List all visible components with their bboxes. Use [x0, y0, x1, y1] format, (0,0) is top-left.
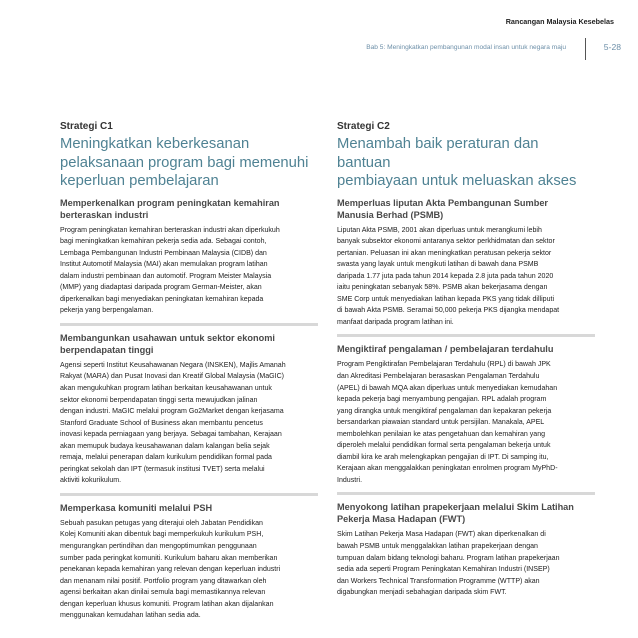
heading-line: Pekerja Masa Hadapan (FWT) — [337, 514, 466, 525]
paragraph-line: bagi meningkatkan kemahiran pekerja sedia ada. Sebagai contoh, — [60, 238, 267, 246]
paragraph-line: di bawah Akta PSMB. Seramai 50,000 pekerja PKS dijangka mendapat — [337, 307, 560, 315]
paragraph-line: Industri. — [337, 476, 363, 484]
section-heading — [337, 343, 595, 355]
section-paragraph — [337, 529, 595, 598]
heading-line: Membangunkan usahawan untuk sektor ekonomi — [60, 332, 275, 343]
paragraph-line: akan memupuk budaya keusahawanan dalam kalangan belia sejak — [60, 442, 270, 450]
section-divider — [337, 492, 595, 495]
paragraph-line: banyak subsektor ekonomi antaranya sektor perkhidmatan dan sektor — [337, 238, 555, 246]
paragraph-line: membolehkan penilaian ke atas pengetahuan dan kemahiran yang — [337, 430, 546, 438]
section — [337, 501, 595, 598]
title-line: keperluan pembelajaran — [60, 173, 219, 189]
paragraph-line: dengan industri. MaGIC melalui program Go2Market dengan kerjasama — [60, 408, 284, 416]
left-column — [60, 121, 318, 622]
strategy-label: Strategi C1 — [60, 121, 113, 132]
heading-line: Memperkenalkan program peningkatan kemahiran — [60, 197, 280, 208]
paragraph-line: digabungkan menjadi sebahagian daripada skim FWT. — [337, 589, 507, 597]
paragraph-line: bawah PSMB untuk menggalakkan latihan prapekerjaan dengan — [337, 542, 538, 550]
heading-line: berteraskan industri — [60, 209, 149, 220]
heading-line: Menyokong latihan prapekerjaan melalui Skim Latihan — [337, 502, 574, 513]
paragraph-line: iaitu peningkatan sebanyak 58%. PSMB akan bekerjasama dengan — [337, 284, 548, 292]
section-paragraph — [337, 359, 595, 486]
paragraph-line: menggunakan kemudahan latihan sedia ada. — [60, 612, 201, 620]
section-divider — [60, 323, 318, 326]
paragraph-line: sumber pada peringkat komuniti. Kurikulum baharu akan memberikan — [60, 554, 278, 562]
paragraph-line: diambil kira ke arah melengkapkan pengajian di IPT. Di samping itu, — [337, 453, 549, 461]
paragraph-line: Liputan Akta PSMB, 2001 akan diperluas untuk merangkumi lebih — [337, 226, 542, 234]
paragraph-line: Kolej Komuniti akan dibentuk bagi memperkukuh kurikulum PSH, — [60, 531, 264, 539]
paragraph-line: Lembaga Pembangunan Industri Pembinaan Malaysia (CIDB) dan — [60, 249, 267, 257]
paragraph-line: (APEL) di bawah MQA akan diperluas untuk menyediakan kemudahan — [337, 384, 558, 392]
paragraph-line: Program peningkatan kemahiran berteraskan industri akan diperkukuh — [60, 226, 280, 234]
paragraph-line: Kerajaan akan menggalakkan peningkatan enrolmen program MyPhD- — [337, 465, 558, 473]
paragraph-line: aktiviti kokurikulum. — [60, 477, 122, 485]
paragraph-line: bersandarkan piawaian standard untuk persijilan. Manakala, APEL — [337, 419, 545, 427]
paragraph-line: inovasi kepada perniagaan yang berjaya. Sebagai tambahan, Kerajaan — [60, 431, 282, 439]
title-line: pembiayaan untuk meluaskan akses — [337, 173, 577, 189]
section-heading — [60, 197, 318, 221]
paragraph-line: akan mengukuhkan program latihan berkaitan keusahawanan untuk — [60, 384, 272, 392]
strategy-label: Strategi C2 — [337, 121, 390, 132]
strategy-title — [337, 135, 595, 191]
section-paragraph — [337, 225, 595, 329]
paragraph-line: Agensi seperti Institut Keusahawanan Negara (INSKEN), Majlis Amanah — [60, 361, 286, 369]
paragraph-line: sedia ada seperti Program Peningkatan Kemahiran Industri (INSEP) — [337, 566, 550, 574]
section-heading — [337, 197, 595, 221]
section-divider — [337, 334, 595, 337]
paragraph-line: pekerja yang berpengalaman. — [60, 307, 154, 315]
paragraph-line: remaja, melalui penerapan dalam kurikulum pendidikan formal pada — [60, 454, 272, 462]
paragraph-line: daripada 1.77 juta pada tahun 2014 kepada 2.8 juta pada tahun 2020 — [337, 272, 554, 280]
right-column — [337, 121, 595, 599]
paragraph-line: SME Corp untuk menyediakan latihan kepada PKS yang tidak dilliputi — [337, 295, 555, 303]
paragraph-line: yang dirangka untuk mengiktiraf pengalaman dan kepakaran pekerja — [337, 407, 552, 415]
heading-line: Memperluas liputan Akta Pembangunan Sumber — [337, 197, 549, 208]
title-line: pelaksanaan program bagi memenuhi — [60, 154, 309, 171]
section — [337, 197, 595, 329]
paragraph-line: sektor ekonomi berpendapatan tinggi serta mewujudkan jalinan — [60, 396, 258, 404]
paragraph-line: peringkat sekolah dan IPT (termasuk institusi TVET) serta melalui — [60, 465, 265, 473]
section — [60, 502, 318, 622]
section — [60, 332, 318, 487]
paragraph-line: dan Workers Technical Transformation Programme (WTTP) akan — [337, 577, 540, 585]
paragraph-line: Program Pengiktirafan Pembelajaran Terdahulu (RPL) di bawah JPK — [337, 361, 551, 369]
paragraph-line: Institut Automotif Malaysia (MAI) akan memulakan program latihan — [60, 261, 268, 269]
title-line: Menambah baik peraturan dan bantuan — [337, 136, 539, 171]
page-number: 5-28 — [603, 42, 621, 52]
running-header-chapter: Bab 5: Meningkatkan pembangunan modal insan untuk negara maju — [366, 44, 566, 51]
paragraph-line: diperoleh melalui pendidikan formal serta pengalaman bekerja untuk — [337, 442, 551, 450]
paragraph-line: swasta yang layak untuk mengikuti latihan di bawah dana PSMB — [337, 261, 539, 269]
section — [337, 343, 595, 486]
paragraph-line: (MMP) yang diadaptasi daripada program German-Meister, akan — [60, 284, 262, 292]
paragraph-line: pertanian. Peluasan ini akan meningkatkan peratusan pekerja sektor — [337, 249, 552, 257]
section-divider — [60, 493, 318, 496]
section-paragraph — [60, 518, 318, 622]
section-paragraph — [60, 225, 318, 317]
paragraph-line: agensi berkaitan akan dinilai semula bagi memastikannya relevan — [60, 589, 266, 597]
paragraph-line: Rakyat (MARA) dan Pusat Inovasi dan Kreatif Global Malaysia (MaGIC) — [60, 373, 285, 381]
paragraph-line: dalam industri pembinaan dan automotif. Program Meister Malaysia — [60, 272, 272, 280]
paragraph-line: Skim Latihan Pekerja Masa Hadapan (FWT) akan diperkenalkan di — [337, 531, 546, 539]
running-header-title: Rancangan Malaysia Kesebelas — [505, 17, 614, 26]
paragraph-line: diperkenalkan bagi menyediakan peningkatan kemahiran kepada — [60, 295, 264, 303]
paragraph-line: Stanford Graduate School of Business akan membantu pencetus — [60, 419, 263, 427]
paragraph-line: penekanan kepada kemahiran yang relevan dengan keperluan industri — [60, 566, 281, 574]
header-divider — [585, 38, 586, 60]
strategy-title — [60, 135, 318, 191]
section-paragraph — [60, 360, 318, 487]
paragraph-line: kepada pekerja bagi menyambung pengajian. RPL adalah program — [337, 396, 547, 404]
section — [60, 197, 318, 317]
paragraph-line: dan menanam nilai positif. Portfolio program yang ditawarkan oleh — [60, 577, 267, 585]
heading-line: Mengiktiraf pengalaman / pembelajaran terdahulu — [337, 344, 554, 355]
section-heading — [60, 502, 318, 514]
heading-line: berpendapatan tinggi — [60, 344, 154, 355]
paragraph-line: Sebuah pasukan petugas yang diterajui oleh Jabatan Pendidikan — [60, 519, 263, 527]
heading-line: Manusia Berhad (PSMB) — [337, 209, 444, 220]
title-line: Meningkatkan keberkesanan — [60, 136, 250, 152]
paragraph-line: dan Akreditasi Pembelajaran berasaskan Pengalaman Terdahulu — [337, 372, 540, 380]
heading-line: Memperkasa komuniti melalui PSH — [60, 502, 213, 513]
paragraph-line: mengurangkan pertindihan dan mengoptimumkan penggunaan — [60, 542, 257, 550]
section-heading — [337, 501, 595, 525]
paragraph-line: manfaat daripada program latihan ini. — [337, 318, 454, 326]
paragraph-line: dengan keperluan khusus komuniti. Program latihan akan dijalankan — [60, 600, 274, 608]
section-heading — [60, 332, 318, 356]
paragraph-line: tumpuan dalam bidang teknologi baharu. Program latihan prapekerjaan — [337, 554, 560, 562]
